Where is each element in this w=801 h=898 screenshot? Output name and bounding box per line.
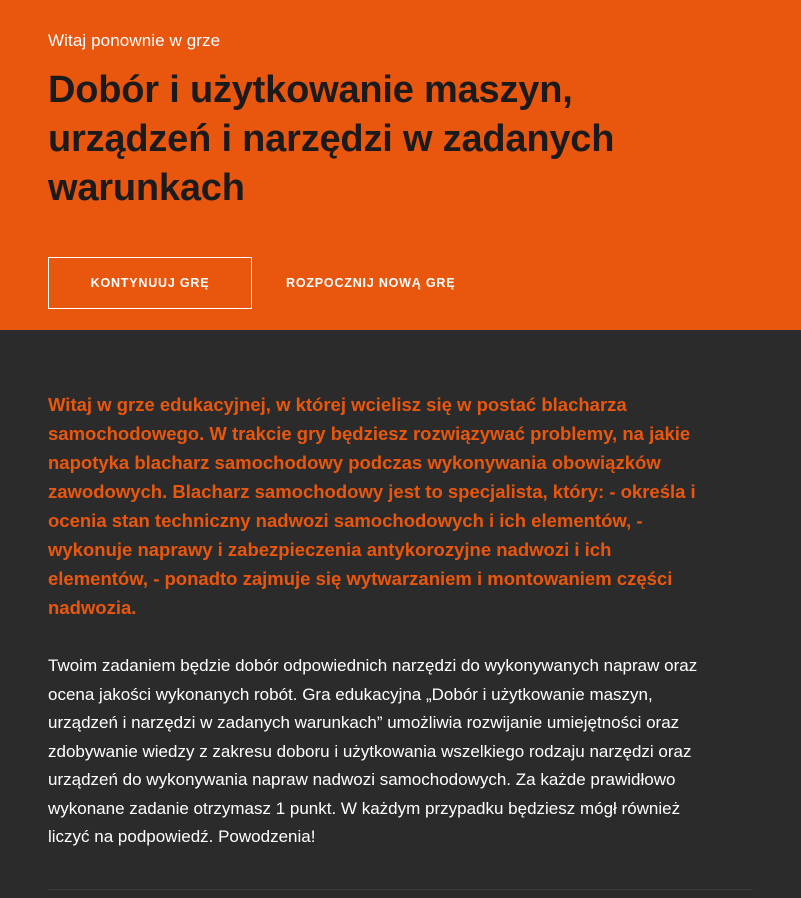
- page-title: Dobór i użytkowanie maszyn, urządzeń i narzędzi w zadanych warunkach: [48, 69, 615, 209]
- content-section: [0, 330, 801, 898]
- intro-highlight-text: Witaj w grze edukacyjnej, w której wcielisz się w postać blacharza samochodowego. W trakcie gry będziesz rozwiązywać problemy, na jakie napotyka blacharz samochodowy podczas wykonywania obowiązków zawodowych. Blacharz samochodowy jest to specjalista, który: - określa i ocenia stan techniczny nadwozi samochodowych i ich elementów, - wykonuje naprawy i zabezpieczenia antykorozyjne nadwozi i ich elementów, - ponadto zajmuje się wytwarzaniem i montowaniem części nadwozia.: [48, 394, 696, 618]
- bottom-divider: [48, 889, 753, 890]
- hero-actions: [48, 257, 753, 309]
- welcome-back-text: Witaj ponownie w grze: [48, 31, 221, 50]
- intro-body-text: Twoim zadaniem będzie dobór odpowiednich narzędzi do wykonywanych napraw oraz ocena jakości wykonanych robót. Gra edukacyjna „Dobór i użytkowanie maszyn, urządzeń i narzędzi w zadanych warunkach” umożliwia rozwijanie umiejętności oraz zdobywanie wiedzy z zakresu doboru i użytkowania wszelkiego rodzaju narzędzi oraz urządzeń do wykonywania napraw nadwozi samochodowych. Za każde prawidłowo wykonane zadanie otrzymasz 1 punkt. W każdym przypadku będziesz mógł również liczyć na podpowiedź. Powodzenia!: [48, 656, 698, 846]
- start-new-game-button[interactable]: ROZPOCZNIJ NOWĄ GRĘ: [266, 257, 475, 309]
- continue-game-button[interactable]: KONTYNUUJ GRĘ: [48, 257, 252, 309]
- hero-section: [0, 0, 801, 330]
